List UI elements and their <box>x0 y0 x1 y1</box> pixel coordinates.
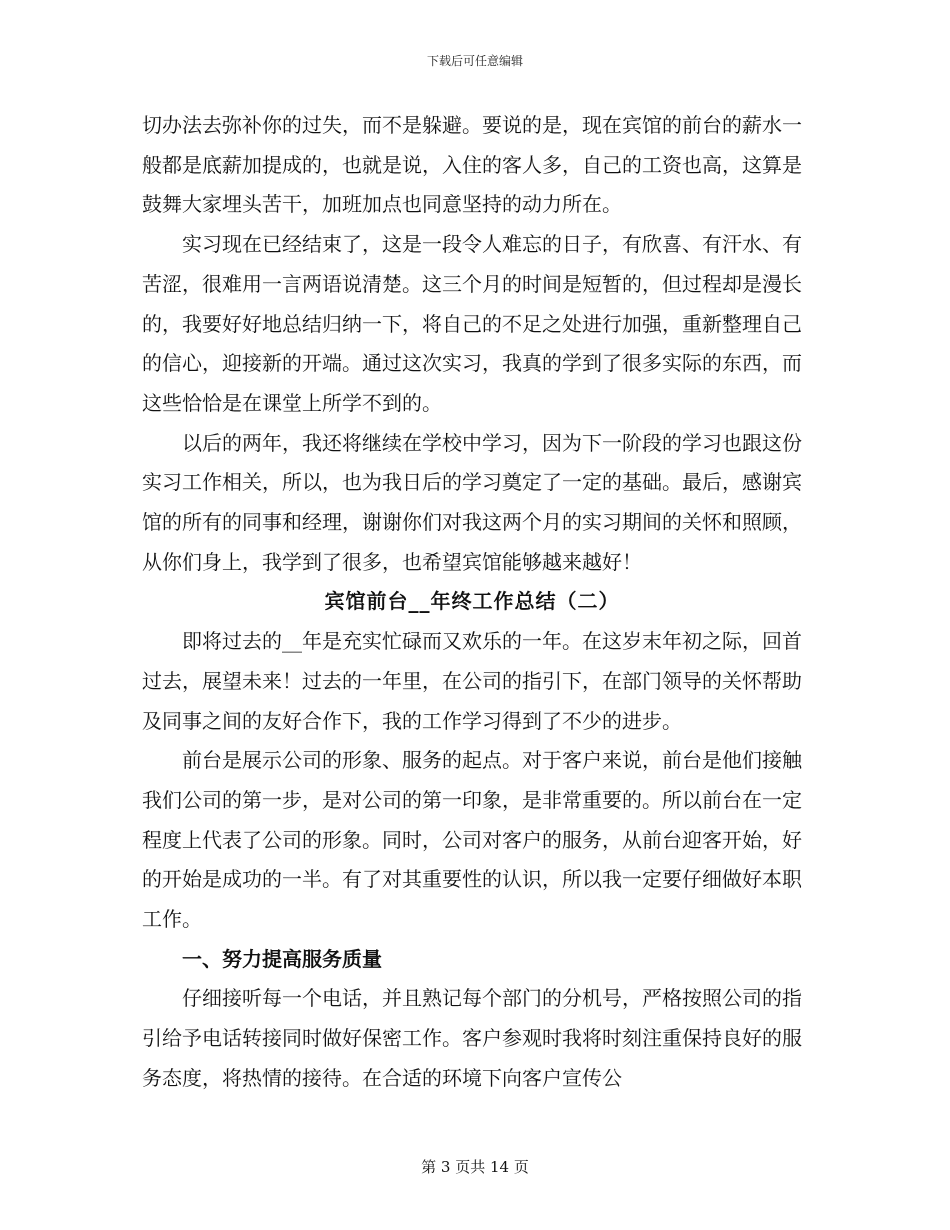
section-title: 宾馆前台__年终工作总结（二） <box>324 589 620 614</box>
paragraph-continued: 切办法去弥补你的过失，而不是躲避。要说的是，现在宾馆的前台的薪水一般都是底薪加提成的，也就是说，入住的客人多，自己的工资也高，这算是鼓舞大家埋头苦干，加班加点也同意坚持的动力所在。 <box>142 113 802 217</box>
paragraph-year-review: 即将过去的__年是充实忙碌而又欢乐的一年。在这岁末年初之际，回首过去，展望未来！过去的一年里，在公司的指引下，在部门领导的关怀帮助及同事之间的友好合作下，我的工作学习得到了不少的进步。 <box>142 629 802 733</box>
page-header: 下载后可任意编辑 <box>426 54 523 68</box>
paragraph-service-quality: 仔细接听每一个电话，并且熟记每个部门的分机号，严格按照公司的指引给予电话转接同时做好保密工作。客户参观时我将时刻注重保持良好的服务态度，将热情的接待。在合适的环境下向客户宣传公 <box>142 986 802 1090</box>
paragraph-front-desk-role: 前台是展示公司的形象、服务的起点。对于客户来说，前台是他们接触我们公司的第一步，是对公司的第一印象，是非常重要的。所以前台在一定程度上代表了公司的形象。同时，公司对客户的服务，从前台迎客开始，好的开始是成功的一半。有了对其重要性的认识，所以我一定要仔细做好本职工作。 <box>142 748 802 932</box>
subsection-heading: 一、努力提高服务质量 <box>182 946 382 971</box>
document-body <box>142 106 802 1099</box>
paragraph-thanks: 以后的两年，我还将继续在学校中学习，因为下一阶段的学习也跟这份实习工作相关，所以，也为我日后的学习奠定了一定的基础。最后，感谢宾馆的所有的同事和经理，谢谢你们对我这两个月的实习期间的关怀和照顾，从你们身上，我学到了很多，也希望宾馆能够越来越好！ <box>142 430 802 574</box>
paragraph-internship-end: 实习现在已经结束了，这是一段令人难忘的日子，有欣喜、有汗水、有苦涩，很难用一言两语说清楚。这三个月的时间是短暂的，但过程却是漫长的，我要好好地总结归纳一下，将自己的不足之处进行加强，重新整理自己的信心，迎接新的开端。通过这次实习，我真的学到了很多实际的东西，而这些恰恰是在课堂上所学不到的。 <box>142 232 802 415</box>
page-footer: 第 3 页共 14 页 <box>421 1158 529 1176</box>
